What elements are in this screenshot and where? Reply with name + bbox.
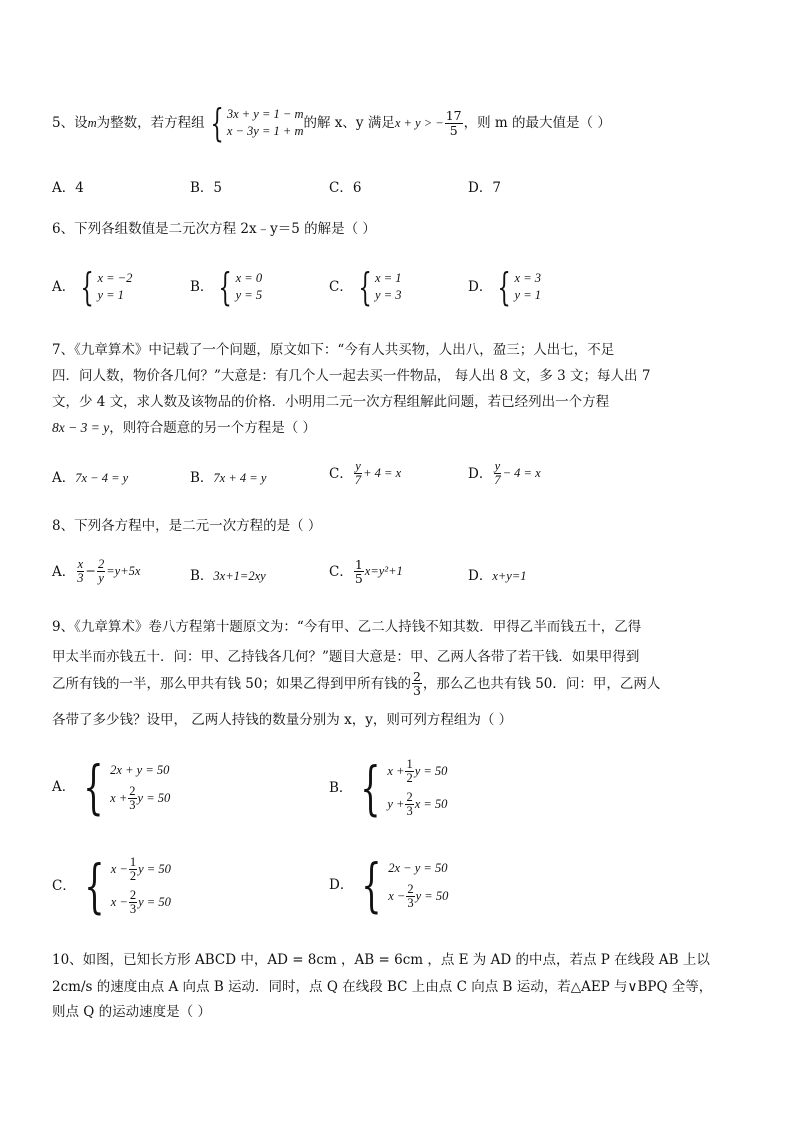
q7-option-b: B．7x + 4 = y	[190, 470, 267, 486]
q7-option-a: A．7x − 4 = y	[52, 470, 129, 486]
question-7-line-4: 8x − 3 = y，则符合题意的另一个方程是（ ）	[52, 420, 317, 436]
q5-eq2: x − 3y = 1 + m	[226, 124, 304, 138]
q9-option-b: B． { x + $\frac{1}{2}$ y = 50 y + $\frac{2}{3}$ x = 50	[329, 754, 448, 823]
question-10-line-3: 则点 Q 的运动速度是（ ）	[52, 1004, 211, 1020]
q9-option-a: A． { 2x + y = 50 x + $\frac{2}{3}$ y = 50	[52, 753, 171, 821]
question-10-line-2: 2cm/s 的速度由点 A 向点 B 运动．同时，点 Q 在线段 BC 上由点 C 向点 B 运动，若△AEP 与∨BPQ 全等，	[52, 979, 713, 995]
brace-icon: {	[360, 754, 382, 823]
brace-icon: {	[218, 265, 233, 309]
q5-option-c: C．6	[329, 180, 362, 196]
q8-option-b: B．3x+1=2xy	[190, 568, 266, 584]
q9-option-d: D． { 2x − y = 50 x − $\frac{2}{3}$ y = 50	[329, 851, 449, 919]
q5-option-b: B．5	[190, 180, 223, 196]
q8-option-c: C． $\frac{1}{5}$ x=y²+1	[329, 557, 403, 587]
question-7-line-1: 7、《九章算术》中记载了一个问题，原文如下：“今有人共买物，人出八，盈三；人出七，不足	[52, 342, 615, 358]
question-9-line-2: 甲太半而亦钱五十．问：甲、乙持钱各几何？”题目大意是：甲、乙两人各带了若干钱．如果甲得到	[52, 649, 640, 665]
question-7-line-3: 文，少 4 文，求人数及该物品的价格．小明用二元一次方程组解此问题，若已经列出一个方程	[52, 394, 610, 410]
q6-option-a: A． { x = −2 y = 1	[52, 265, 133, 309]
q5-option-d: D．7	[468, 180, 501, 196]
question-9-line-3: 乙所有钱的一半，那么甲共有钱 50；如果乙得到甲所有钱的 $\frac{2}{3}$ ，那么乙也共有钱 50．问：甲，乙两人	[52, 669, 661, 699]
brace-icon: {	[361, 851, 382, 919]
question-5-stem	[52, 101, 611, 145]
q6-option-c: C． { x = 1 y = 3	[329, 265, 402, 309]
q5-mid2: 的解 x、y 满足	[303, 114, 395, 131]
question-6-stem: 6、下列各组数值是二元次方程 2x﹣y＝5 的解是（ ）	[52, 221, 376, 237]
brace-icon: {	[358, 265, 372, 309]
q7-option-d: D． $\frac{y}{7}$ − 4 = x	[468, 459, 541, 488]
question-9-line-1: 9、《九章算术》卷八方程第十题原文为：“今有甲、乙二人持钱不知其数．甲得乙半而钱五十，乙得	[52, 619, 642, 635]
question-10-line-1: 10、如图，已知长方形 ABCD 中，AD = 8cm ，AB = 6cm ，点 E 为 AD 的中点，若点 P 在线段 AB 上以	[52, 952, 710, 968]
q5-inequality: x + y > −	[394, 115, 444, 130]
brace-icon: {	[84, 852, 105, 921]
q5-post: ，则 m 的最大值是（ ）	[463, 114, 611, 131]
question-9-line-4: 各带了多少钱？设甲， 乙两人持钱的数量分别为 x，y，则可列方程组为（ ）	[52, 712, 513, 728]
brace-icon: {	[83, 753, 104, 821]
q9-option-c: C． { x − $\frac{1}{2}$ y = 50 x − $\frac{2}{3}$ y = 50	[52, 852, 171, 921]
brace-icon: {	[80, 265, 94, 309]
q8-option-d: D．x+y=1	[468, 568, 527, 584]
brace-icon: {	[210, 101, 224, 145]
question-8-stem: 8、下列各方程中，是二元一次方程的是（ ）	[52, 518, 322, 534]
q8-option-a: A． $\frac{x}{3}$ − $\frac{2}{y}$ =y+5x	[52, 557, 141, 586]
q5-mid1: 为整数，若方程组	[96, 114, 205, 131]
brace-icon: {	[497, 265, 512, 309]
q5-fraction: $\frac{17}{5}$	[445, 108, 462, 138]
q5-equation-system	[205, 101, 304, 145]
q7-option-c: C． $\frac{y}{7}$ + 4 = x	[329, 459, 402, 488]
question-7-line-2: 四．问人数，物价各几何？”大意是：有几个人一起去买一件物品， 每人出 8 文，多 3 文；每人出 7	[52, 368, 651, 384]
q6-option-d: D． { x = 3 y = 1	[468, 265, 541, 309]
q6-option-b: B． { x = 0 y = 5	[190, 265, 263, 309]
q5-option-a: A．4	[52, 180, 84, 196]
q5-var-m: m	[87, 115, 97, 130]
q5-pre: 5、设	[52, 114, 88, 131]
q5-eq1: 3x + y = 1 − m	[226, 107, 304, 122]
